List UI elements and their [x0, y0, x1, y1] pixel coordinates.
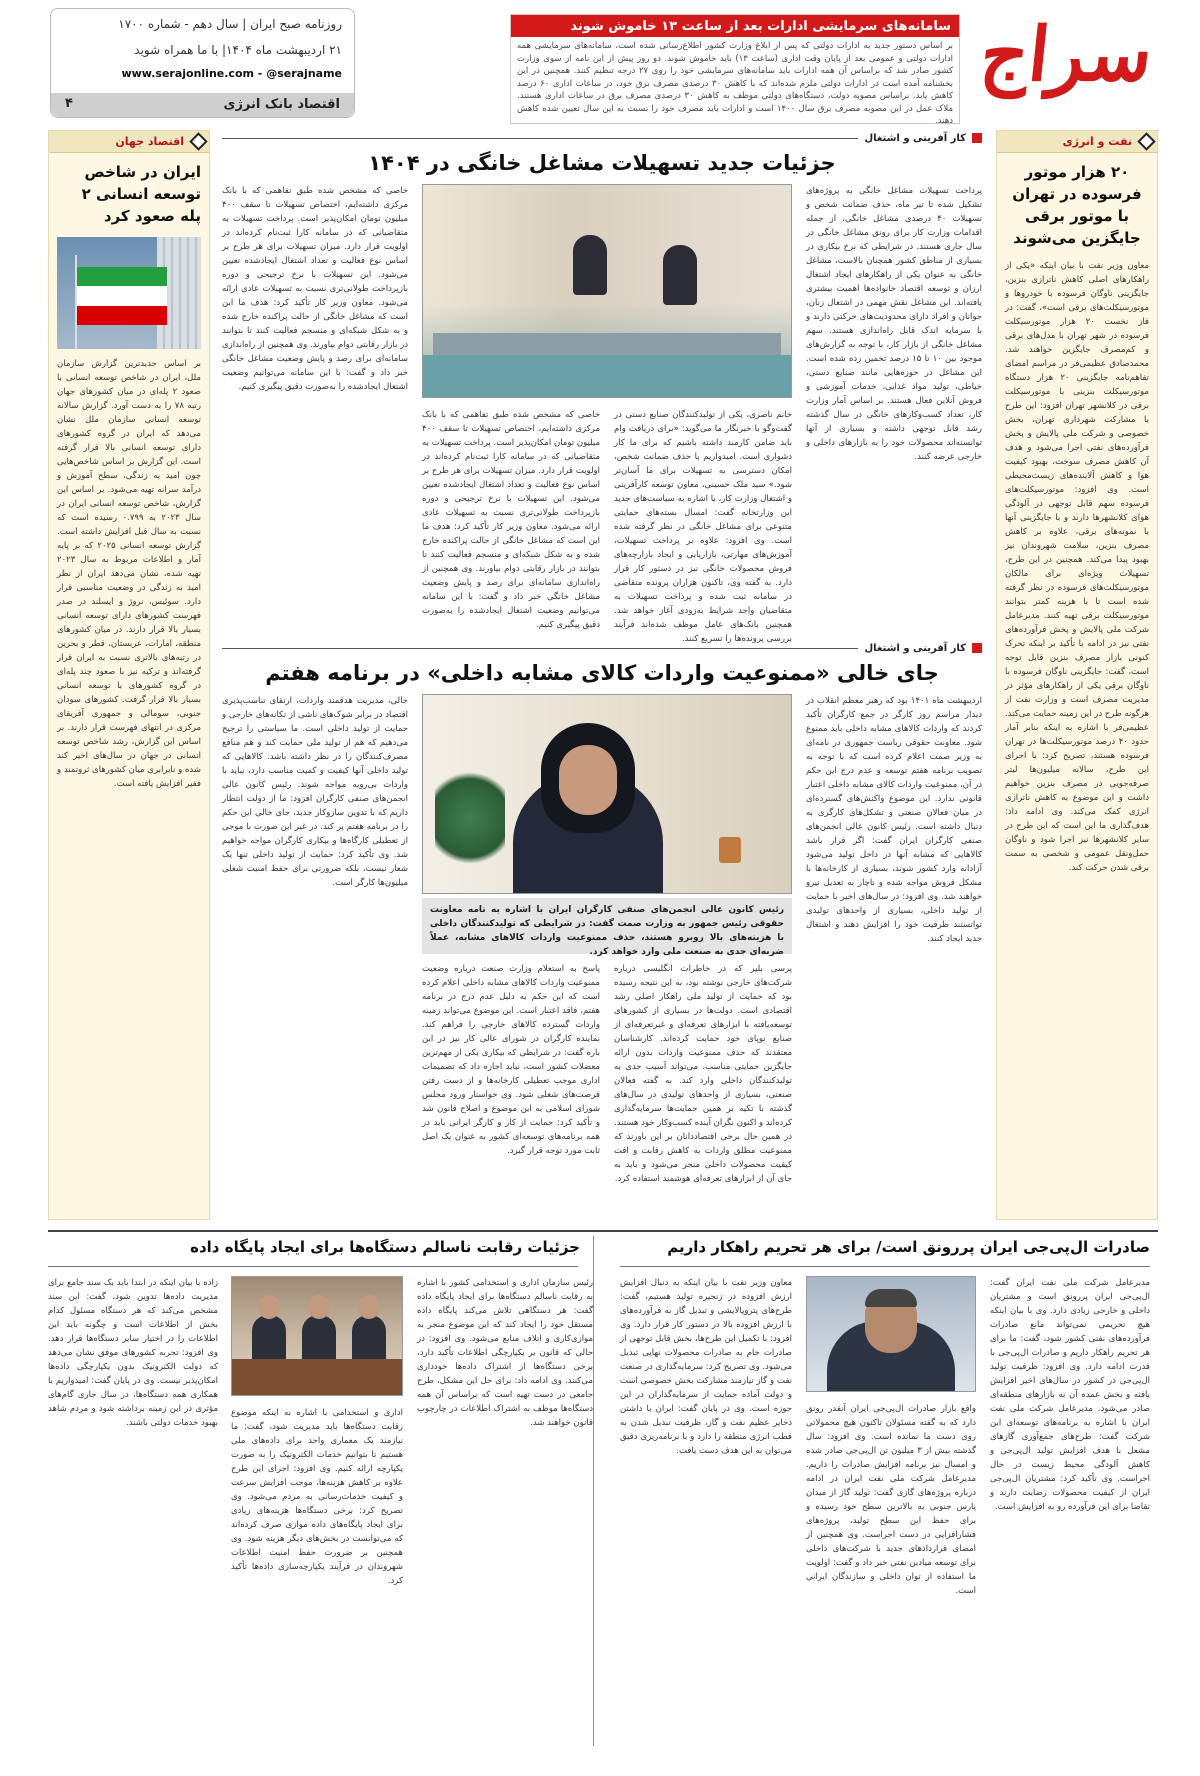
- worker-figure: [573, 235, 607, 295]
- right-column-title[interactable]: ۲۰ هزار موتور فرسوده در تهران با موتور برقی جایگزین می‌شوند: [1012, 163, 1142, 247]
- article-import-ban: [222, 640, 982, 1184]
- database-article-title[interactable]: جزئیات رقابت ناسالم دستگاه‌ها برای ایجاد پایگاه داده: [190, 1238, 580, 1256]
- participant-figure: [352, 1315, 386, 1365]
- diamond-icon: [1137, 132, 1155, 150]
- lead-news-title[interactable]: سامانه‌های سرمایشی ادارات بعد از ساعت ۱۳ خاموش شوند: [511, 15, 959, 37]
- lpg-article-title[interactable]: صادرات ال‌پی‌جی ایران پررونق است/ برای هر تحریم راهکار داریم: [667, 1238, 1150, 1256]
- participant-figure: [252, 1315, 286, 1365]
- article-text-col4: خالی، مدیریت هدفمند واردات، ارتقای تناسب‌پذیری اقتصاد در برابر شوک‌های ناشی از تکانه‌های خارجی و حمایت از تولید داخلی است. ما سیاستی را ترجیح می‌دهیم که هم از تولید ملی حمایت کند و هم منافع مصرف‌کنندگان را در نظر داشته باشد. کالاهایی که تولید داخلی آنها کیفیت و کمیت مناسب دارد، نباید با واردات بی‌رویه مواجه شوند. رئیس کانون عالی انجمن‌های صنفی کارگران افزود: ما از دولت انتظار داریم که با تدوین سازوکار جدید، جای خالی این حکم را در برنامه هفتم پر کند. در غیر این صورت با موجی از تعطیلی کارگاه‌ها و بیکاری کارگران مواجه خواهیم شد. وی تأکید کرد: حمایت از تولید داخلی تنها یک شعار نیست، بلکه ضرورتی برای حفظ امنیت شغلی میلیون‌ها کارگر است.: [222, 696, 408, 888]
- category-square-icon: [972, 133, 982, 143]
- category-rule: [222, 648, 858, 649]
- database-title-rule: [48, 1266, 578, 1267]
- left-column: [48, 130, 210, 1220]
- sewing-table: [433, 333, 781, 357]
- meeting-table: [232, 1359, 402, 1395]
- database-text-col1: رئیس سازمان اداری و استخدامی کشور با اشاره به رقابت ناسالم دستگاه‌ها برای ایجاد پایگاه داده گفت: هر دستگاهی تلاش می‌کند پایگاه داده مستقل خود را ایجاد کند که این موضوع منجر به موازی‌کاری و اتلاف منابع می‌شود. وی افزود: در حالی که قانون بر یکپارچگی اطلاعات تأکید دارد، برخی دستگاه‌ها از اشتراک داده‌ها خودداری می‌کنند. وی ادامه داد: برای حل این مشکل، طرح جامعی در دست تهیه است که براساس آن همه دستگاه‌ها موظف به اشتراک اطلاعات در چارچوب قانون خواهند شد.: [417, 1278, 593, 1428]
- right-column-body: معاون وزیر نفت با بیان اینکه «یکی از راهکارهای اصلی کاهش ناترازی بنزین، جایگزینی ناوگان فرسوده با خودروها و موتورسیکلت‌های برقی است»، گفت: در فاز نخست ۲۰ هزار موتورسیکلت فرسوده در شهر تهران با مدل‌های برقی و کم‌مصرف جایگزین خواهند شد. محمدصادق عظیمی‌فر در مراسم امضای تفاهم‌نامه جایگزینی ۲۰ هزار دستگاه موتورسیکلت بنزینی با موتورسیکلت برقی در کلانشهر تهران افزود: این طرح با مشارکت شهرداری تهران، بخش خصوصی و شرکت ملی پالایش و پخش فرآورده‌های نفتی اجرا می‌شود و هدف آن کاهش مصرف سوخت، بهبود کیفیت هوا و کاهش آلاینده‌های زیست‌محیطی است. وی افزود: موتورسیکلت‌های فرسوده سهم قابل توجهی در آلودگی هوای کلانشهرها دارند و با جایگزینی آنها با نمونه‌های برقی، علاوه بر کاهش مصرف بنزین، سلامت شهروندان نیز بهبود پیدا می‌کند. همچنین در این طرح، تسهیلات ویژه‌ای برای مالکان موتورسیکلت‌های فرسوده در نظر گرفته شده است تا با هزینه کمتر بتوانند موتورسیکلت برقی تهیه کنند. مدیرعامل شرکت ملی پالایش و پخش فرآورده‌های نفتی نیز در ادامه با تأکید بر اینکه تحرک کنونی بازار مصرف بنزین قابل توجه است، گفت: جایگزینی ناوگان فرسوده با ناوگان برقی یکی از راهکارهای مؤثر در مدیریت مصرف است و وزارت نفت از هرگونه طرح در این زمینه حمایت می‌کند. عظیمی‌فر با اشاره به اینکه بنابر آمار حدود ۴۰ درصد موتورسیکلت‌ها در تهران فرسوده هستند، تصریح کرد: با اجرای این طرح، سالانه میلیون‌ها لیتر صرفه‌جویی در مصرف بنزین خواهیم داشت و این موضوع به کاهش ناترازی انرژی کمک می‌کند. وی ادامه داد: هدف‌گذاری ما این است که این طرح در سایر کلانشهرها نیز اجرا شود و ناوگان حمل‌ونقل عمومی و شخصی به سمت برقی شدن حرکت کند.: [1004, 261, 1150, 873]
- article-columns: [222, 694, 982, 1184]
- category-label: کار آفرینی و اشتغال: [864, 642, 966, 654]
- bottom-section: [48, 1230, 1158, 1746]
- website-link[interactable]: www.serajonline.com - @serajname: [121, 67, 342, 80]
- portrait-photo: [422, 694, 792, 894]
- database-text-col2: اداری و استخدامی با اشاره به اینکه موضوع رقابت دستگاه‌ها باید مدیریت شود، گفت: ما نیازمند یک معماری واحد برای داده‌های ملی هستیم تا بتوانیم خدمات الکترونیک را به صورت یکپارچه ارائه کنیم. وی افزود: اجرای این طرح علاوه بر کاهش هزینه‌ها، موجب افزایش سرعت و کیفیت خدمات‌رسانی به مردم می‌شود. وی تصریح کرد: برخی دستگاه‌ها هزینه‌های زیادی برای ایجاد پایگاه‌های داده موازی صرف کرده‌اند که می‌توانست در بخش‌های دیگر هزینه شود. وی همچنین بر ضرورت حفظ امنیت اطلاعات شهروندان در فرآیند یکپارچه‌سازی داده‌ها تأکید کرد.: [231, 1408, 403, 1586]
- section-name: اقتصاد بانک انرژی: [223, 97, 340, 112]
- article-title[interactable]: جای خالی «ممنوعیت واردات کالای مشابه داخلی» در برنامه هفتم: [265, 661, 939, 685]
- right-column-kicker: [997, 131, 1157, 153]
- meeting-photo: [231, 1276, 403, 1396]
- oil-ceo-photo: [806, 1276, 976, 1392]
- cup-shape: [719, 837, 741, 863]
- iran-flag-image: [57, 237, 201, 349]
- worker-figure: [663, 245, 697, 305]
- participant-head: [358, 1295, 380, 1319]
- logo[interactable]: [968, 8, 1158, 118]
- left-column-title[interactable]: ایران در شاخص توسعه انسانی ۲ پله صعود کرد: [81, 163, 201, 225]
- lpg-text-col1: مدیرعامل شرکت ملی نفت ایران گفت: ال‌پی‌جی ایران پررونق است و مشتریان داخلی و خارجی زیادی دارد. وی با بیان اینکه هیچ تحریمی نمی‌تواند مانع صادرات فرآورده‌های نفتی کشور شود، گفت: ما برای هر تحریم راهکار داریم و صادرات ال‌پی‌جی با قدرت ادامه دارد. وی افزود: ظرفیت تولید ال‌پی‌جی در کشور در سال‌های اخیر افزایش یافته و بخش عمده آن به بازارهای منطقه‌ای صادر می‌شود. مدیرعامل شرکت ملی نفت ایران با اشاره به برنامه‌های توسعه‌ای این شرکت گفت: طرح‌های جمع‌آوری گازهای مشعل با هدف افزایش تولید ال‌پی‌جی و کاهش آلودگی محیط زیست در حال اجراست. وی تأکید کرد: مشتریان ال‌پی‌جی ایران از کیفیت محصولات رضایت دارند و تقاضا برای این فرآورده رو به افزایش است.: [990, 1278, 1150, 1512]
- category-line: [222, 640, 982, 656]
- article-text-col3: خاصی که مشخص شده طبق تفاهمی که با بانک مرکزی داشته‌ایم، اختصاص تسهیلات تا سقف ۴۰۰ میلیون تومان امکان‌پذیر است. پرداخت تسهیلات به متقاضیانی که در سامانه کارا ثبت‌نام کرده‌اند در اولویت قرار دارد. میزان تسهیلات برای هر طرح بر اساس نوع فعالیت و تعداد اشتغال ایجادشده تعیین می‌شود. این تسهیلات با نرخ ترجیحی و دوره بازپرداخت طولانی‌تری نسبت به تسهیلات عادی ارائه می‌شود. معاون وزیر کار تأکید کرد: هدف ما این است که مشاغل خانگی از حالت پراکنده خارج شده و به شکل شبکه‌ای و منسجم فعالیت کنند تا بتوانند در بازار رقابتی دوام بیاورند. وی همچنین از راه‌اندازی سامانه‌ای برای رصد و پایش وضعیت مشاغل خانگی خبر داد و گفت: با این سامانه می‌توانیم وضعیت اشتغال ایجادشده را به‌صورت دقیق پیگیری کنیم.: [222, 186, 408, 392]
- category-square-icon: [972, 643, 982, 653]
- photo-caption: رئیس کانون عالی انجمن‌های صنفی کارگران ایران با اشاره به نامه معاونت حقوقی رئیس جمهور به وزارت صمت گفت: در شرایطی که تولیدکنندگان داخلی با هزینه‌های بالا روبرو هستند، حذف ممنوعیت واردات کالاهای مشابه، عملاً ضربه‌ای جدی به صنعت ملی وارد خواهد کرد.: [422, 898, 792, 954]
- article-text-col3: پاسخ به استعلام وزارت صنعت درباره وضعیت ممنوعیت واردات کالاهای مشابه داخلی اعلام کرده است که این حکم به دلیل عدم درج در برنامه هفتم، فاقد اعتبار است. این موضوع می‌تواند زمینه واردات گسترده کالاهای خارجی را فراهم کند. نماینده کارگران در شورای عالی کار نیز در این باره گفت: در شرایطی که بیکاری یکی از مهم‌ترین معضلات کشور است، نباید اجازه داد که تصمیمات اداری موجب تعطیلی کارخانه‌ها و از دست رفتن فرصت‌های شغلی شود. وی خواستار ورود مجلس شورای اسلامی به این موضوع و اصلاح قانون شد و تأکید کرد: حمایت از کار و کارگر ایرانی باید در همه برنامه‌های توسعه‌ای کشور به عنوان یک اصل ثابت مورد توجه قرار گیرد.: [422, 964, 600, 1156]
- database-text-col3: زاده با بیان اینکه در ابتدا باید یک سند جامع برای مدیریت داده‌ها تدوین شود، گفت: این سند مشخص می‌کند که هر دستگاه مسئول کدام بخش از اطلاعات است و چگونه باید این اطلاعات را در اختیار سایر دستگاه‌ها قرار دهد. وی افزود: تجربه کشورهای موفق نشان می‌دهد که دولت الکترونیک بدون یکپارچگی داده‌ها امکان‌پذیر نیست. وی در پایان گفت: امیدواریم با همکاری همه دستگاه‌ها، در سال جاری گام‌های مؤثری در این زمینه برداشته شود و مردم شاهد بهبود خدمات دولتی باشند.: [48, 1278, 218, 1428]
- category-label: کار آفرینی و اشتغال: [864, 132, 966, 144]
- article-text-col1: پرداخت تسهیلات مشاغل خانگی به پروژه‌های تشکیل شده تا تیر ماه، حذف ضمانت شخص و تسهیلات ۴۰ درصدی مشاغل خانگی، از جمله اقدامات وزارت کار برای رونق مشاغل خانگی در سال جاری هستند. در شرایطی که نرخ بیکاری در بسیاری از مناطق کشور همچنان بالاست، مشاغل خانگی به عنوان یکی از راهکارهای ایجاد اشتغال ارزان و توسعه اقتصاد خانواده‌ها اهمیت بیشتری یافته‌اند. این مشاغل نقش مهمی در اشتغال زنان، جوانان و افراد دارای محدودیت‌های حرکتی دارند و با سرمایه اندک قابل راه‌اندازی هستند. سهم مشاغل خانگی از بازار کار، با توجه به گزارش‌های موجود بین ۱۰ تا ۱۵ درصد تخمین زده شده است. این مشاغل در حوزه‌هایی مانند صنایع دستی، خیاطی، تولید مواد غذایی، خدمات آموزشی و فروش آنلاین فعال هستند. بر اساس آمار وزارت کار، تعداد کسب‌وکارهای خانگی در سال گذشته رشد قابل توجهی داشته و بسیاری از آنها توانسته‌اند محصولات خود را به بازارهای داخلی و خارجی عرضه کنند.: [806, 186, 983, 462]
- iran-flag: [77, 267, 167, 325]
- page-number: ۴: [65, 96, 73, 111]
- person-hair: [865, 1289, 917, 1307]
- kicker-label: نفت و انرژی: [1062, 135, 1132, 148]
- article-text-col1: اردیبهشت ماه ۱۴۰۱ بود که رهبر معظم انقلاب در دیدار مراسم روز کارگر در جمع کارگران تأکید کردند که واردات کالاهای مشابه داخلی باید ممنوع شود. معاونت حقوقی ریاست جمهوری در نامه‌ای به وزیر صمت اعلام کرده است که با توجه به تصویب برنامه هفتم توسعه و عدم درج این حکم در آن، ممنوعیت واردات کالای مشابه داخلی اعتبار قانونی ندارد. این موضوع واکنش‌های گسترده‌ای در میان فعالان صنعتی و تشکل‌های کارگری به دنبال داشته است. رئیس کانون عالی انجمن‌های صنفی کارگران ایران گفت: اگر قرار باشد کالاهایی که مشابه آنها در داخل تولید می‌شود آزادانه وارد کشور شوند، بسیاری از کارخانه‌ها با مشکل فروش مواجه شده و ناچار به تعدیل نیرو خواهند شد. وی افزود: در سال‌های اخیر با حمایت از تولید داخلی، بسیاری از واحدهای تولیدی توانستند ظرفیت خود را افزایش دهند و اشتغال جدید ایجاد کنند.: [806, 696, 982, 944]
- lead-news-box: [510, 14, 960, 124]
- lpg-title-rule: [620, 1266, 1150, 1267]
- participant-head: [258, 1295, 280, 1319]
- plant-shape: [435, 763, 505, 873]
- category-rule: [222, 138, 858, 139]
- bottom-divider: [593, 1236, 594, 1746]
- kicker-label: اقتصاد جهان: [115, 135, 184, 148]
- person-face: [559, 745, 617, 815]
- article-home-jobs: [222, 130, 983, 644]
- right-column: [996, 130, 1158, 1220]
- article-text-col2: خانم ناصری، یکی از تولیدکنندگان صنایع دستی در گفت‌وگو با خبرنگار ما می‌گوید: «برای دریافت وام باید ضامن کارمند داشته باشیم که برای ما کار دشواری است. امیدواریم با حذف ضمانت شخص، امکان دسترسی به تسهیلات برای ما آسان‌تر شود.» سید ملک حسینی، معاون توسعه کارآفرینی و اشتغال وزارت کار، با اشاره به سیاست‌های جدید این وزارتخانه گفت: امسال بسته‌های حمایتی متنوعی برای مشاغل خانگی در نظر گرفته شده است. وی افزود: علاوه بر پرداخت تسهیلات، آموزش‌های مهارتی، بازاریابی و ایجاد بازارچه‌های فروش محصولات خانگی نیز در دستور کار قرار دارد. به گفته وی، تاکنون هزاران پرونده متقاضی در سامانه ثبت شده و پرداخت تسهیلات به متقاضیان واجد شرایط به‌زودی آغاز خواهد شد. همچنین بانک‌های عامل موظف شده‌اند فرآیند بررسی پرونده‌ها را تسریع کنند.: [614, 410, 792, 644]
- category-line: [222, 130, 982, 146]
- lead-news-body: بر اساس دستور جدید به ادارات دولتی که پس از ابلاغ وزارت کشور اطلاع‌رسانی شده است، سامانه‌های سرمایشی همه ادارات دولتی و عمومی بعد از پایان وقت اداری (ساعت ۱۳) باید خاموش شوند. دو روز پیش از این نامه از سوی وزارت کشور صادر شد که براساس آن همه ادارات باید سامانه‌های سرمایشی خود را روی ۲۷ درجه تنظیم کنند. همچنین در این بخشنامه آمده است در ادارات دولتی ملزم شده‌اند که با کاهش ۳۰ درصدی مصرف برق خود، در ساعات اداری ۶۰ درصد کاهش یابد. براساس مصوبه دولت، دستگاه‌های دولتی موظف به کاهش ۳۰ درصدی مصرف برق در ساعات اداری هستند. ملاک عمل در این مصوبه مصرف برق سال ۱۴۰۰ است و ادارات باید مصرف خود را نسبت به این سال تعیین شده کاهش دهند.: [517, 41, 953, 126]
- section-bar: [51, 93, 354, 117]
- fabric: [423, 355, 791, 397]
- center-area: [222, 130, 983, 1184]
- participant-figure: [302, 1315, 336, 1365]
- left-column-body: بر اساس جدیدترین گزارش سازمان ملل، ایران در شاخص توسعه انسانی با صعود ۲ پله‌ای در میان کشورهای جهان رتبه ۷۸ را به دست آورد. گزارش سالانه توسعه انسانی سازمان ملل نشان می‌دهد که ایران در گروه کشورهای دارای توسعه انسانی بالا قرار گرفته است. این گزارش بر اساس شاخص‌هایی چون امید به زندگی، سطح آموزش و درآمد سرانه تهیه می‌شود. بر اساس این گزارش، شاخص توسعه انسانی ایران در سال ۲۰۲۳ به ۰.۷۹۹ رسیده است که نسبت به سال قبل افزایش داشته است. گزارش توسعه انسانی ۲۰۲۵ که بر پایه آمار و اطلاعات مربوط به سال ۲۰۲۳ تهیه شده، نشان می‌دهد ایران از نظر امید به زندگی در وضعیت مناسبی قرار دارد. سوئیس، نروژ و ایسلند در صدر فهرست کشورهای دارای توسعه انسانی بسیار بالا قرار دارند. در میان کشورهای منطقه، امارات، عربستان، قطر و بحرین در رتبه‌های بالاتری نسبت به ایران قرار گرفته‌اند و ترکیه نیز با صعود چند پله‌ای در گروه کشورهای با توسعه انسانی بسیار بالا قرار گرفت. کشورهای سودان جنوبی، سومالی و جمهوری آفریقای مرکزی در انتهای فهرست قرار دارند. بر اساس این گزارش، رشد شاخص توسعه انسانی در جهان در سال‌های اخیر کند شده و نابرابری میان کشورهای ثروتمند و فقیر افزایش یافته است.: [57, 359, 201, 789]
- lpg-text-col3: معاون وزیر نفت با بیان اینکه به دنبال افزایش ارزش افزوده در زنجیره تولید هستیم، گفت: طرح‌های پتروپالایشی و تبدیل گاز به فرآورده‌های با ارزش افزوده بالا در دستور کار قرار دارد. وی افزود: با تکمیل این طرح‌ها، بخش قابل توجهی از صادرات خام به صادرات محصولات نهایی تبدیل می‌شود. وی تصریح کرد: سرمایه‌گذاری در صنعت نفت و گاز نیازمند مشارکت بخش خصوصی است و دولت آماده حمایت از سرمایه‌گذاران در این حوزه است. وی در پایان گفت: ایران با داشتن ذخایر عظیم نفت و گاز، ظرفیت تبدیل شدن به قطب انرژی منطقه را دارد و با برنامه‌ریزی دقیق می‌توان به این هدف دست یافت.: [620, 1278, 792, 1456]
- article-columns: [222, 184, 983, 644]
- masthead: [50, 8, 1158, 126]
- article-text-col2b: خاصی که مشخص شده طبق تفاهمی که با بانک مرکزی داشته‌ایم، اختصاص تسهیلات تا سقف ۴۰۰ میلیون تومان امکان‌پذیر است. پرداخت تسهیلات به متقاضیانی که در سامانه کارا ثبت‌نام کرده‌اند در اولویت قرار دارد. میزان تسهیلات برای هر طرح بر اساس نوع فعالیت و تعداد اشتغال ایجادشده تعیین می‌شود. این تسهیلات با نرخ ترجیحی و دوره بازپرداخت طولانی‌تری نسبت به تسهیلات عادی ارائه می‌شود. معاون وزیر کار تأکید کرد: هدف ما این است که مشاغل خانگی از حالت پراکنده خارج شده و به شکل شبکه‌ای و منسجم فعالیت کنند تا بتوانند در بازار رقابتی دوام بیاورند. وی همچنین از راه‌اندازی سامانه‌ای برای رصد و پایش وضعیت مشاغل خانگی خبر داد و گفت: با این سامانه می‌توانیم وضعیت اشتغال ایجادشده را به‌صورت دقیق پیگیری کنیم.: [422, 410, 600, 630]
- participant-head: [308, 1295, 330, 1319]
- article-title[interactable]: جزئیات جدید تسهیلات مشاغل خانگی در ۱۴۰۴: [368, 151, 836, 175]
- sewing-workshop-photo: [422, 184, 792, 398]
- issue-number: روزنامه صبح ایران | سال دهم - شماره ۱۷۰۰: [118, 17, 342, 31]
- issue-info-box: [50, 8, 355, 118]
- logo-text: سراج: [976, 12, 1157, 98]
- diamond-icon: [189, 132, 207, 150]
- article-text-col2: پرسی بلیر که در خاطرات انگلیسی درباره شرکت‌های خارجی نوشته بود، به این نتیجه رسیده بود که حمایت از تولید ملی راهکار اصلی رشد اقتصادی است. دولت‌ها در بسیاری از کشورهای توسعه‌یافته با ابزارهای تعرفه‌ای و غیرتعرفه‌ای از صنایع نوپای خود حمایت کرده‌اند. کارشناسان معتقدند که حذف ممنوعیت واردات بدون ارائه جایگزین حمایتی مناسب، می‌تواند آسیب جدی به تولیدکنندگان داخلی وارد کند. به گفته فعالان صنعتی، بسیاری از واحدهای تولیدی در سال‌های گذشته با تکیه بر همین حمایت‌ها سرمایه‌گذاری کرده‌اند و اکنون نگران آینده کسب‌وکار خود هستند. در همین حال برخی اقتصاددانان بر این باورند که ممنوعیت مطلق واردات به کاهش رقابت و افت کیفیت محصولات داخلی منجر می‌شود و باید به جای آن از ابزارهای تعرفه‌ای هوشمند استفاده کرد.: [614, 964, 792, 1184]
- issue-date: ۲۱ اردیبهشت ماه ۱۴۰۴| با ما همراه شوید: [134, 43, 342, 57]
- lpg-text-col2: واقع بازار صادرات ال‌پی‌جی ایران آنقدر رونق دارد که به گفته مسئولان تاکنون هیچ محمولاتی روی دست ما نمانده است. وی افزود: سال گذشته بیش از ۳ میلیون تن ال‌پی‌جی صادر شده و امسال نیز برنامه افزایش صادرات را داریم. مدیرعامل شرکت ملی نفت ایران در ادامه درباره پروژه‌های گازی گفت: تولید گاز از میدان پارس جنوبی به بالاترین سطح خود رسیده و برای حفظ این سطح تولید، پروژه‌های فشارافزایی در دست اجراست. وی همچنین از امضای قراردادهای جدید با شرکت‌های داخلی برای توسعه میادین نفتی خبر داد و گفت: اولویت ما استفاده از توان داخلی و سازندگان ایرانی است.: [806, 1404, 976, 1596]
- left-column-kicker: [49, 131, 209, 153]
